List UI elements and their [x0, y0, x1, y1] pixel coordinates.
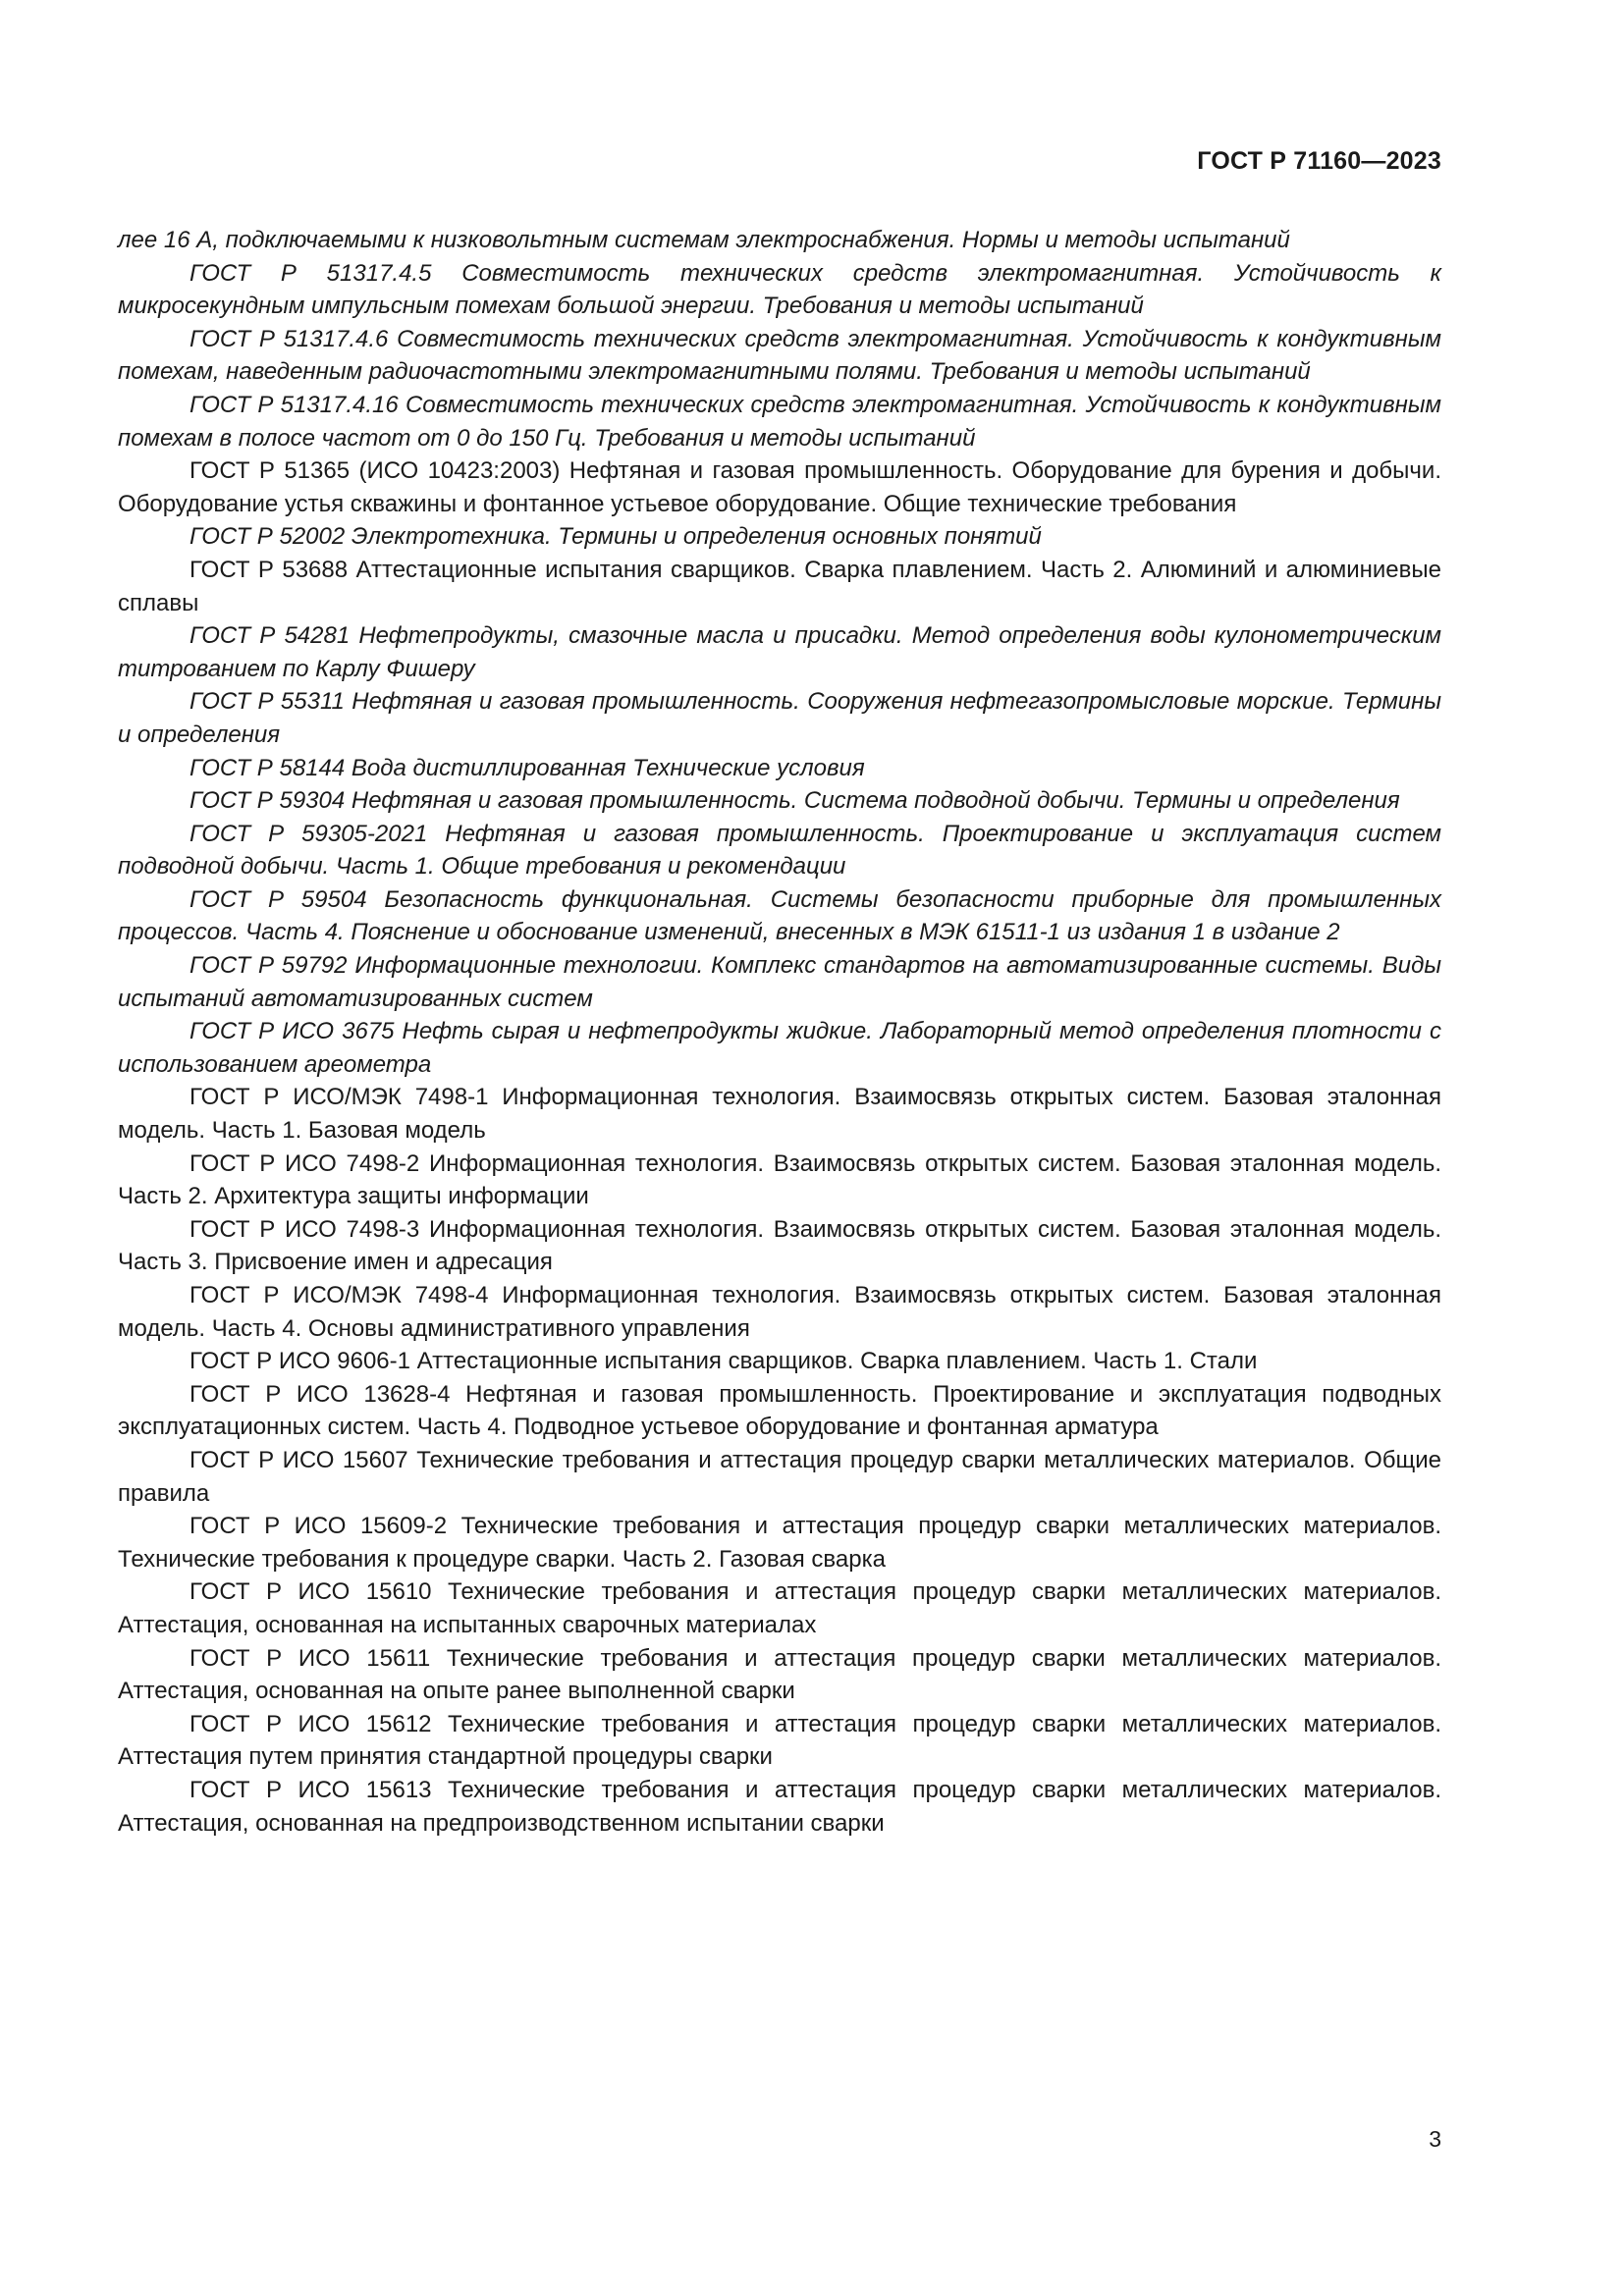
reference-entry: ГОСТ Р ИСО 13628-4 Нефтяная и газовая промышленность. Проектирование и эксплуатация подводных эксплуатационных систем. Часть 4. Подводное устьевое оборудование и фонтанная арматура [118, 1380, 1441, 1441]
reference-entry: ГОСТ Р 51317.4.5 Совместимость технических средств электромагнитная. Устойчивость к микросекундным импульсным помехам большой энергии. Требования и методы испытаний [118, 259, 1441, 320]
reference-entry: ГОСТ Р ИСО/МЭК 7498-4 Информационная технология. Взаимосвязь открытых систем. Базовая эталонная модель. Часть 4. Основы административного управления [118, 1282, 1441, 1342]
reference-entry: ГОСТ Р 58144 Вода дистиллированная Технические условия [189, 754, 865, 781]
reference-entry: ГОСТ Р ИСО/МЭК 7498-1 Информационная технология. Взаимосвязь открытых систем. Базовая эталонная модель. Часть 1. Базовая модель [118, 1084, 1441, 1145]
page-number: 3 [1429, 2126, 1441, 2152]
normative-references-list [118, 224, 1441, 1840]
reference-entry: ГОСТ Р 59792 Информационные технологии. Комплекс стандартов на автоматизированные системы. Виды испытаний автоматизированных систем [118, 952, 1441, 1012]
reference-entry: ГОСТ Р 52002 Электротехника. Термины и определения основных понятий [189, 523, 1042, 551]
reference-entry: ГОСТ Р 59504 Безопасность функциональная. Системы безопасности приборные для промышленных процессов. Часть 4. Пояснение и обоснование изменений, внесенных в МЭК 61511-1 из издания 1 в издание 2 [118, 885, 1441, 946]
reference-entry: ГОСТ Р ИСО 15613 Технические требования и аттестация процедур сварки металлических материалов. Аттестация, основанная на предпроизводственном испытании сварки [118, 1776, 1441, 1837]
reference-entry: ГОСТ Р 51365 (ИСО 10423:2003) Нефтяная и газовая промышленность. Оборудование для бурения и добычи. Оборудование устья скважины и фонтанное устьевое оборудование. Общие технические требования [118, 457, 1441, 517]
reference-entry: ГОСТ Р ИСО 15609-2 Технические требования и аттестация процедур сварки металлических материалов. Технические требования к процедуре сварки. Часть 2. Газовая сварка [118, 1513, 1441, 1573]
reference-entry: ГОСТ Р ИСО 15612 Технические требования и аттестация процедур сварки металлических материалов. Аттестация путем принятия стандартной процедуры сварки [118, 1710, 1441, 1771]
reference-entry: ГОСТ Р 54281 Нефтепродукты, смазочные масла и присадки. Метод определения воды кулонометрическим титрованием по Карлу Фишеру [118, 622, 1441, 682]
reference-entry: ГОСТ Р 59304 Нефтяная и газовая промышленность. Система подводной добычи. Термины и определения [189, 787, 1400, 815]
reference-entry: ГОСТ Р ИСО 15607 Технические требования и аттестация процедур сварки металлических материалов. Общие правила [118, 1446, 1441, 1507]
reference-entry: ГОСТ Р ИСО 7498-3 Информационная технология. Взаимосвязь открытых систем. Базовая эталонная модель. Часть 3. Присвоение имен и адресация [118, 1215, 1441, 1276]
reference-entry: ГОСТ Р ИСО 3675 Нефть сырая и нефтепродукты жидкие. Лабораторный метод определения плотности с использованием ареометра [118, 1018, 1441, 1078]
reference-entry: ГОСТ Р ИСО 7498-2 Информационная технология. Взаимосвязь открытых систем. Базовая эталонная модель. Часть 2. Архитектура защиты информации [118, 1149, 1441, 1210]
reference-entry: ГОСТ Р 59305-2021 Нефтяная и газовая промышленность. Проектирование и эксплуатация систем подводной добычи. Часть 1. Общие требования и рекомендации [118, 820, 1441, 881]
document-code-header: ГОСТ Р 71160—2023 [1197, 147, 1441, 175]
reference-entry: ГОСТ Р 53688 Аттестационные испытания сварщиков. Сварка плавлением. Часть 2. Алюминий и алюминиевые сплавы [118, 556, 1441, 616]
reference-entry: ГОСТ Р ИСО 15611 Технические требования и аттестация процедур сварки металлических материалов. Аттестация, основанная на опыте ранее выполненной сварки [118, 1644, 1441, 1705]
reference-entry: ГОСТ Р ИСО 9606-1 Аттестационные испытания сварщиков. Сварка плавлением. Часть 1. Стали [189, 1348, 1258, 1375]
reference-entry: ГОСТ Р 55311 Нефтяная и газовая промышленность. Сооружения нефтегазопромысловые морские. Термины и определения [118, 688, 1441, 748]
reference-entry: ГОСТ Р 51317.4.16 Совместимость технических средств электромагнитная. Устойчивость к кондуктивным помехам в полосе частот от 0 до 150 Гц. Требования и методы испытаний [118, 391, 1441, 452]
reference-entry: ГОСТ Р ИСО 15610 Технические требования и аттестация процедур сварки металлических материалов. Аттестация, основанная на испытанных сварочных материалах [118, 1578, 1441, 1638]
reference-entry: ГОСТ Р 51317.4.6 Совместимость технических средств электромагнитная. Устойчивость к кондуктивным помехам, наведенным радиочастотными электромагнитными полями. Требования и методы испытаний [118, 325, 1441, 386]
reference-continuation: лее 16 А, подключаемыми к низковольтным системам электроснабжения. Нормы и методы испытаний [118, 227, 1290, 253]
